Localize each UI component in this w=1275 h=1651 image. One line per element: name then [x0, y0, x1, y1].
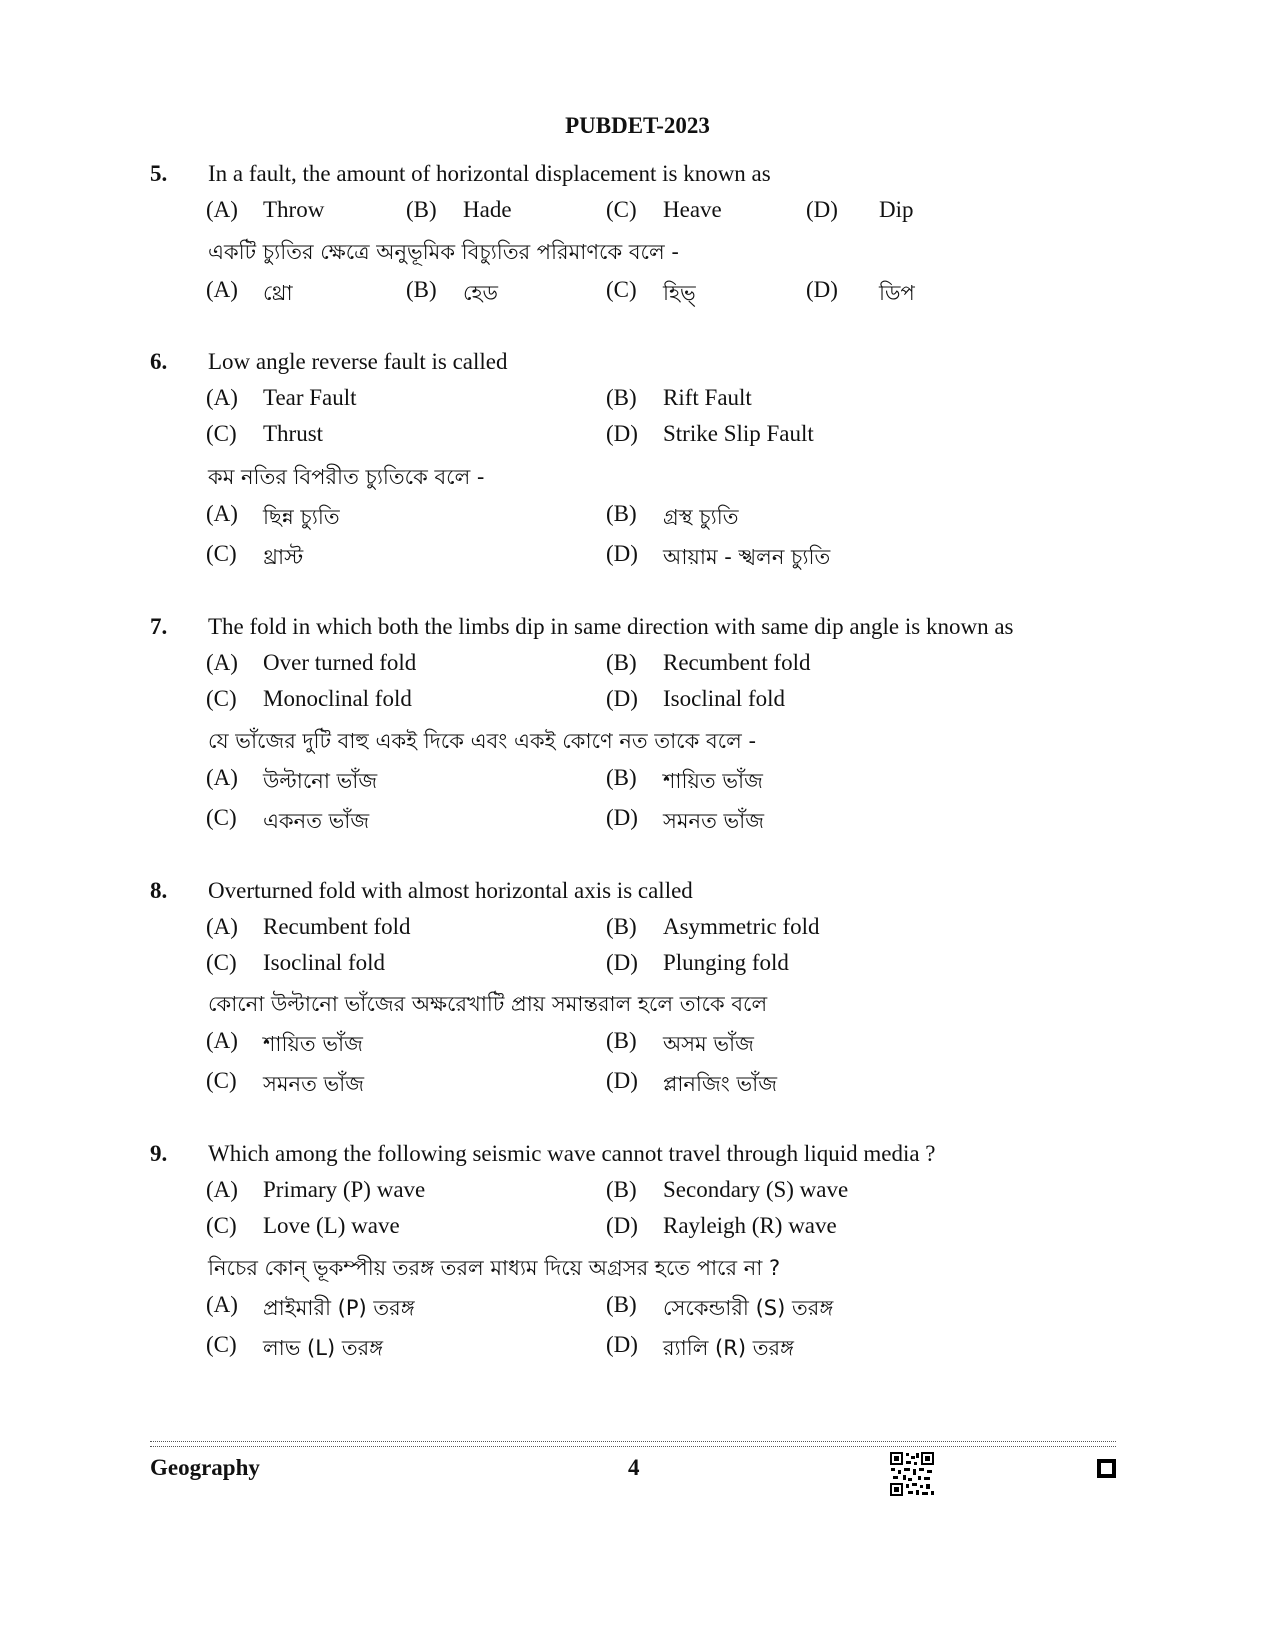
- option-text: Isoclinal fold: [663, 686, 785, 711]
- option-text: Recumbent fold: [663, 650, 811, 675]
- option-label: (A): [206, 1292, 238, 1317]
- option-text: হিভ্: [663, 281, 696, 305]
- option-text: গ্রস্থ চ্যুতি: [663, 505, 739, 529]
- option-text: Dip: [879, 197, 914, 222]
- option-text: আয়াম - স্খলন চ্যুতি: [663, 545, 831, 569]
- question-stem-en: Overturned fold with almost horizontal axis is called: [208, 878, 693, 903]
- option-text: সমনত ভাঁজ: [263, 1072, 365, 1096]
- option-label: (D): [806, 277, 838, 302]
- option-label: (B): [406, 197, 437, 222]
- question-number: 6.: [150, 349, 168, 374]
- option-label: (C): [606, 197, 637, 222]
- question-number: 5.: [150, 161, 168, 186]
- question-number: 9.: [150, 1141, 168, 1166]
- option-text: Love (L) wave: [263, 1213, 400, 1238]
- option-text: Plunging fold: [663, 950, 789, 975]
- option-label: (A): [206, 385, 238, 410]
- qr-code-icon: [889, 1451, 935, 1497]
- option-label: (B): [606, 1292, 637, 1317]
- option-label: (D): [606, 686, 638, 711]
- option-text: একনত ভাঁজ: [263, 809, 370, 833]
- option-text: হেড: [463, 281, 499, 305]
- page-header-title: PUBDET-2023: [565, 113, 710, 138]
- option-label: (A): [206, 765, 238, 790]
- question-stem-bn: নিচের কোন্ ভূকম্পীয় তরঙ্গ তরল মাধ্যম দিয়ে অগ্রসর হতে পারে না ?: [208, 1256, 781, 1280]
- option-label: (A): [206, 1177, 238, 1202]
- option-label: (B): [606, 914, 637, 939]
- option-label: (D): [606, 1068, 638, 1093]
- option-text: থ্রাস্ট: [263, 545, 304, 569]
- option-text: উল্টানো ভাঁজ: [263, 769, 378, 793]
- option-label: (D): [806, 197, 838, 222]
- option-text: শায়িত ভাঁজ: [663, 769, 763, 793]
- option-text: Hade: [463, 197, 512, 222]
- option-label: (A): [206, 197, 238, 222]
- option-label: (C): [206, 686, 237, 711]
- option-text: Rayleigh (R) wave: [663, 1213, 837, 1238]
- option-label: (B): [606, 1177, 637, 1202]
- option-text: সেকেন্ডারী (S) তরঙ্গ: [663, 1296, 834, 1320]
- question-stem-bn: কম নতির বিপরীত চ্যুতিকে বলে -: [208, 465, 485, 489]
- option-text: ডিপ: [879, 281, 915, 305]
- option-label: (D): [606, 541, 638, 566]
- option-label: (B): [406, 277, 437, 302]
- question-number: 8.: [150, 878, 168, 903]
- question-stem-bn: যে ভাঁজের দুটি বাহু একই দিকে এবং একই কোণে নত তাকে বলে -: [208, 729, 757, 753]
- option-text: প্লানজিং ভাঁজ: [663, 1072, 777, 1096]
- option-label: (B): [606, 1028, 637, 1053]
- option-label: (C): [206, 805, 237, 830]
- option-text: লাভ (L) তরঙ্গ: [263, 1336, 384, 1360]
- option-label: (C): [206, 1332, 237, 1357]
- option-text: থ্রো: [263, 281, 293, 305]
- question-stem-en: In a fault, the amount of horizontal displacement is known as: [208, 161, 771, 186]
- option-text: Heave: [663, 197, 722, 222]
- option-label: (A): [206, 277, 238, 302]
- option-label: (C): [206, 541, 237, 566]
- footer-subject: Geography: [150, 1455, 260, 1480]
- option-text: Secondary (S) wave: [663, 1177, 849, 1202]
- option-label: (C): [206, 1068, 237, 1093]
- option-label: (D): [606, 421, 638, 446]
- option-text: Throw: [263, 197, 325, 222]
- option-text: Isoclinal fold: [263, 950, 385, 975]
- option-text: প্রাইমারী (P) তরঙ্গ: [263, 1296, 415, 1320]
- option-text: Over turned fold: [263, 650, 417, 675]
- footer-divider: [150, 1441, 1116, 1447]
- option-label: (D): [606, 950, 638, 975]
- question-stem-bn: কোনো উল্টানো ভাঁজের অক্ষরেখাটি প্রায় সমান্তরাল হলে তাকে বলে: [208, 992, 768, 1016]
- question-stem-en: The fold in which both the limbs dip in same direction with same dip angle is known as: [208, 614, 1014, 639]
- option-label: (D): [606, 805, 638, 830]
- option-label: (B): [606, 501, 637, 526]
- option-label: (B): [606, 650, 637, 675]
- option-text: Thrust: [263, 421, 324, 446]
- option-text: র‍্যালি (R) তরঙ্গ: [663, 1336, 794, 1360]
- option-label: (A): [206, 1028, 238, 1053]
- option-text: শায়িত ভাঁজ: [263, 1032, 363, 1056]
- option-label: (D): [606, 1332, 638, 1357]
- option-label: (A): [206, 650, 238, 675]
- option-label: (D): [606, 1213, 638, 1238]
- option-text: Rift Fault: [663, 385, 752, 410]
- option-label: (B): [606, 765, 637, 790]
- option-text: Recumbent fold: [263, 914, 411, 939]
- question-stem-bn: একটি চ্যুতির ক্ষেত্রে অনুভূমিক বিচ্যুতির পরিমাণকে বলে -: [208, 240, 679, 264]
- option-text: Monoclinal fold: [263, 686, 412, 711]
- option-text: Tear Fault: [263, 385, 357, 410]
- question-stem-en: Which among the following seismic wave cannot travel through liquid media ?: [208, 1141, 936, 1166]
- option-label: (C): [206, 1213, 237, 1238]
- option-label: (A): [206, 501, 238, 526]
- square-marker-icon: [1097, 1459, 1116, 1478]
- option-text: Asymmetric fold: [663, 914, 820, 939]
- option-text: Strike Slip Fault: [663, 421, 814, 446]
- option-text: সমনত ভাঁজ: [663, 809, 765, 833]
- option-text: ছিন্ন চ্যুতি: [263, 505, 340, 529]
- option-label: (A): [206, 914, 238, 939]
- option-label: (C): [206, 950, 237, 975]
- option-label: (B): [606, 385, 637, 410]
- option-text: Primary (P) wave: [263, 1177, 426, 1202]
- question-number: 7.: [150, 614, 168, 639]
- question-stem-en: Low angle reverse fault is called: [208, 349, 508, 374]
- page-number: 4: [628, 1455, 640, 1480]
- option-label: (C): [606, 277, 637, 302]
- option-label: (C): [206, 421, 237, 446]
- option-text: অসম ভাঁজ: [663, 1032, 754, 1056]
